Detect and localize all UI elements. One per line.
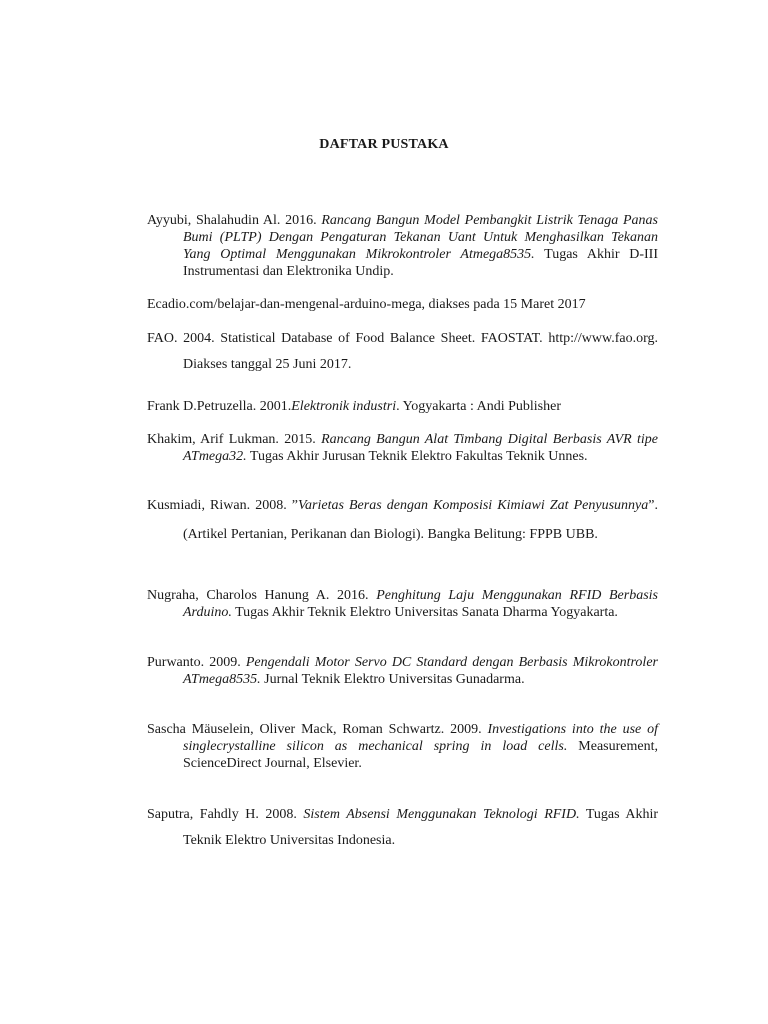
reference-text: Ayyubi, Shalahudin Al. 2016. bbox=[147, 213, 322, 228]
page-title: DAFTAR PUSTAKA bbox=[319, 137, 449, 152]
reference-ecadio bbox=[147, 296, 658, 313]
reference-text: Tugas Akhir D-III Instrumentasi dan Elektronika Undip. bbox=[183, 247, 658, 279]
reference-text: FAO. 2004. Statistical Database of Food Balance Sheet. FAOSTAT. http://www.fao.org. Diakses tanggal 25 Juni 2017. bbox=[147, 331, 658, 372]
reference-ayyubi bbox=[147, 212, 658, 280]
reference-title: Rancang Bangun Alat Timbang Digital Berbasis AVR tipe ATmega32. bbox=[183, 432, 659, 464]
reference-text: Jurnal Teknik Elektro Universitas Gunadarma. bbox=[260, 672, 525, 687]
reference-petruzella bbox=[147, 398, 658, 415]
reference-title: Sistem Absensi Menggunakan Teknologi RFID. bbox=[303, 807, 580, 822]
reference-text: Ecadio.com/belajar-dan-mengenal-arduino-mega, diakses pada 15 Maret 2017 bbox=[147, 297, 586, 312]
reference-text: Purwanto. 2009. bbox=[147, 655, 246, 670]
reference-fao bbox=[147, 326, 658, 378]
reference-title: Penghitung Laju Menggunakan RFID Berbasis Arduino. bbox=[183, 588, 658, 620]
reference-text: Saputra, Fahdly H. 2008. bbox=[147, 807, 304, 822]
reference-title: Investigations into the use of singlecrystalline silicon as mechanical spring in load cells. bbox=[183, 722, 659, 754]
reference-nugraha bbox=[147, 587, 658, 621]
reference-text: Tugas Akhir Teknik Elektro Universitas Indonesia. bbox=[183, 807, 659, 848]
reference-title: Rancang Bangun Model Pembangkit Listrik Tenaga Panas Bumi (PLTP) Dengan Pengaturan Tekanan Uant Untuk Menghasilkan Tekanan Yang Optimal Menggunakan Mikrokontroler Atmega8535. bbox=[183, 213, 659, 262]
reference-text: Khakim, Arif Lukman. 2015. bbox=[147, 432, 322, 447]
reference-text: Kusmiadi, Riwan. 2008. ” bbox=[147, 498, 299, 513]
reference-text: Tugas Akhir Jurusan Teknik Elektro Fakultas Teknik Unnes. bbox=[246, 449, 588, 464]
reference-text: Tugas Akhir Teknik Elektro Universitas Sanata Dharma Yogyakarta. bbox=[231, 605, 618, 620]
reference-title: Varietas Beras dengan Komposisi Kimiawi Zat Penyusunnya bbox=[298, 498, 649, 513]
reference-saputra bbox=[147, 802, 658, 854]
reference-text: ”. (Artikel Pertanian, Perikanan dan Biologi). Bangka Belitung: FPPB UBB. bbox=[183, 498, 658, 542]
reference-title: Pengendali Motor Servo DC Standard dengan Berbasis Mikrokontroler ATmega8535. bbox=[183, 655, 658, 687]
reference-khakim bbox=[147, 431, 658, 465]
reference-text: Nugraha, Charolos Hanung A. 2016. bbox=[147, 588, 377, 603]
reference-title: Elektronik industri bbox=[291, 399, 397, 414]
reference-text: . Yogyakarta : Andi Publisher bbox=[396, 399, 561, 414]
reference-mauselein bbox=[147, 721, 658, 772]
reference-kusmiadi bbox=[147, 491, 658, 549]
reference-text: Sascha Mäuselein, Oliver Mack, Roman Schwartz. 2009. bbox=[147, 722, 488, 737]
reference-purwanto bbox=[147, 654, 658, 688]
reference-text: Frank D.Petruzella. 2001. bbox=[147, 399, 292, 414]
reference-text: Measurement, ScienceDirect Journal, Elsevier. bbox=[183, 739, 658, 771]
